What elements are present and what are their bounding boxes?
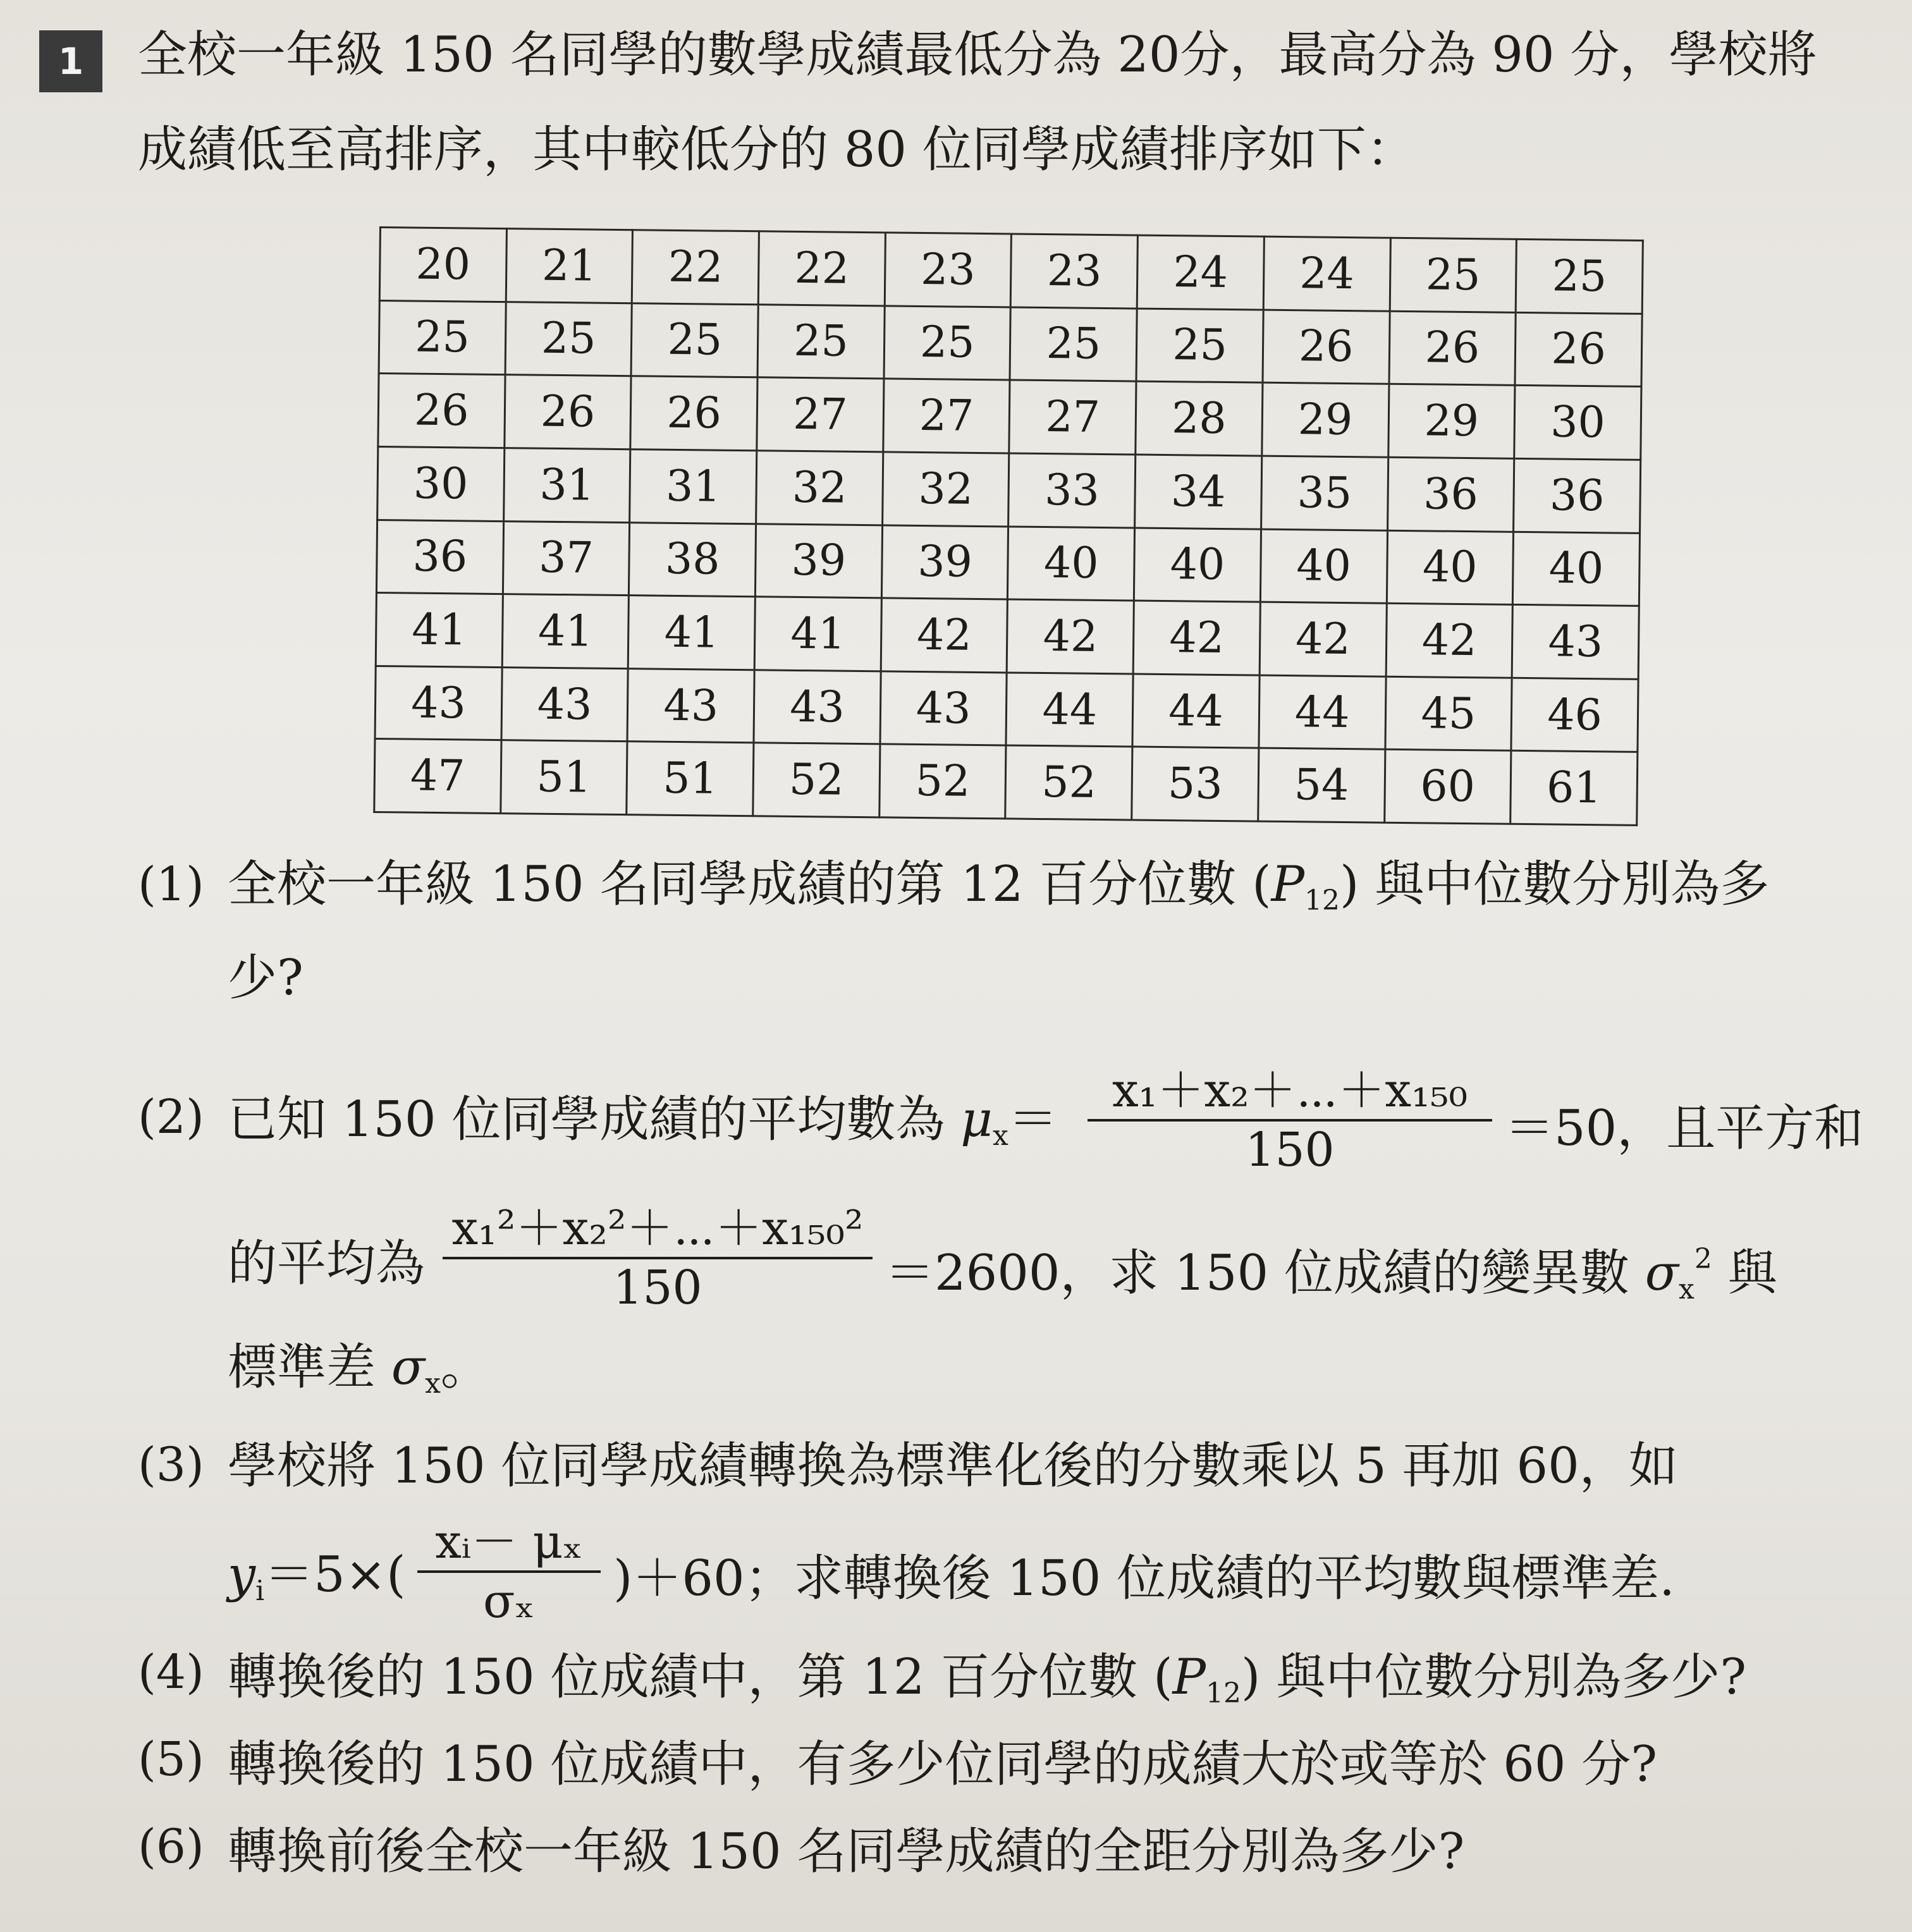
table-cell: 41 [502,594,629,669]
table-cell: 34 [1135,455,1262,529]
q1-text-b: ) 與中位數分別為多 [1340,856,1770,913]
table-cell: 39 [755,523,882,598]
q4-label: (4) [138,1645,204,1699]
table-cell: 26 [630,376,757,451]
table-cell: 40 [1260,529,1387,604]
table-cell: 40 [1513,532,1640,606]
table-cell: 40 [1134,528,1261,602]
q2-line2-c: 與 [1727,1245,1777,1302]
q1-text-a: 全校一年級 150 名同學成績的第 12 百分位數 ( [228,856,1272,913]
q2-mean-bar [1088,1119,1492,1122]
table-cell: 25 [1010,307,1137,382]
table-cell: 32 [756,451,883,525]
table-cell: 35 [1261,456,1388,530]
q1-line1 [228,856,1770,917]
table-cell: 29 [1262,382,1389,457]
table-cell: 22 [758,231,885,306]
table-cell: 26 [1515,312,1642,387]
table-row [377,446,1641,533]
table-cell: 26 [1388,311,1516,386]
q3-label: (3) [138,1438,204,1492]
table-cell: 28 [1136,381,1263,456]
table-cell: 29 [1388,384,1515,458]
q3-z-fraction [417,1515,601,1629]
table-cell: 43 [375,666,502,740]
q2-sq-bar [443,1257,873,1259]
table-cell: 41 [376,593,503,668]
q2-sigma-sq: 2 [1694,1243,1712,1275]
table-cell: 47 [374,739,501,814]
table-cell: 36 [1514,458,1641,533]
table-cell: 25 [505,302,632,376]
q4-text-a: 轉換後的 150 位成績中，第 12 百分位數 ( [228,1649,1173,1706]
table-cell: 43 [754,670,881,745]
table-cell: 52 [879,744,1007,819]
table-cell: 31 [630,449,757,524]
table-cell: 33 [1008,453,1136,528]
table-cell: 25 [631,303,758,377]
q2-mean-fraction [1088,1063,1492,1177]
q4-p-sub: 12 [1206,1677,1242,1709]
table-cell: 26 [378,374,505,448]
table-cell: 61 [1511,751,1638,826]
q2-line2-a: 的平均為 [228,1235,426,1292]
q1-p-letter: P [1271,856,1305,913]
q2-line1-a [228,1091,1058,1152]
intro-line-1: 全校一年級 150 名同學的數學成績最低分為 20分，最高分為 90 分，學校將 [138,27,1817,83]
q2-sigma-sub: x [1679,1273,1694,1305]
q2-sq-denominator: 150 [613,1261,702,1315]
table-cell: 25 [884,305,1011,380]
table-cell: 25 [379,300,506,375]
table-cell: 43 [1512,604,1639,679]
table-cell: 38 [629,522,756,597]
table-cell: 40 [1387,530,1514,605]
table-cell: 22 [632,230,759,305]
score-table [373,226,1644,826]
q2-mu: μ [960,1091,993,1148]
table-cell: 52 [1005,745,1132,820]
problem-number-badge: 1 [39,30,102,92]
q2-label: (2) [138,1090,204,1144]
table-cell: 21 [506,229,633,303]
table-cell: 32 [882,452,1009,527]
table-row [376,593,1639,680]
table-cell: 30 [1514,386,1641,460]
table-row [376,520,1639,606]
table-row [378,374,1641,460]
table-cell: 44 [1132,674,1259,749]
q3-z-denominator: σₓ [483,1574,535,1629]
table-cell: 44 [1259,675,1386,750]
table-cell: 25 [757,304,885,379]
intro-line-2: 成績低至高排序，其中較低分的 80 位同學成績排序如下： [138,121,1416,178]
table-cell: 42 [1007,599,1134,674]
q2-sigma: σ [1645,1245,1679,1302]
table-cell: 31 [503,448,630,522]
table-row [375,666,1638,752]
q2-mean-numerator: x₁＋x₂＋⋯＋x₁₅₀ [1112,1063,1468,1118]
table-cell: 27 [757,377,884,452]
table-cell: 43 [501,667,628,742]
table-cell: 60 [1384,750,1511,824]
table-cell: 36 [1387,457,1514,532]
table-cell: 37 [503,521,630,596]
q2-mu-sub: x [992,1120,1008,1152]
table-cell: 41 [754,597,881,671]
table-cell: 23 [885,233,1012,307]
table-cell: 25 [1136,309,1263,383]
q2-eq: ＝ [1008,1091,1058,1148]
q2-line2-b-wrap [885,1245,1777,1304]
q4-line [228,1649,1747,1709]
table-row [379,300,1642,387]
q5-label: (5) [138,1732,204,1787]
q2-text-a: 已知 150 位同學成績的平均數為 [228,1091,945,1148]
q3-z-numerator: xᵢ－ μₓ [435,1515,583,1569]
table-cell: 54 [1258,748,1385,822]
q6-text: 轉換前後全校一年級 150 名同學成績的全距分別為多少? [228,1823,1465,1880]
table-cell: 41 [628,596,756,670]
q4-text-b: ) 與中位數分別為多少? [1241,1649,1747,1706]
q1-p-sub: 12 [1304,884,1340,917]
table-cell: 43 [880,671,1007,746]
q2-mean-denominator: 150 [1245,1123,1335,1177]
q2-line1-b: ＝50，且平方和 [1505,1100,1864,1157]
q2-sq-fraction [443,1201,873,1315]
q3-line1: 學校將 150 位同學成績轉換為標準化後的分數乘以 5 再加 60，如 [228,1438,1678,1495]
table-cell: 27 [1009,380,1136,455]
table-cell: 26 [505,375,632,449]
q4-p-letter: P [1172,1649,1206,1706]
q2-sigma-2-sub: x [425,1367,441,1400]
q1-line2: 少? [228,950,303,1006]
table-cell: 42 [881,598,1008,673]
q1-label: (1) [138,857,204,912]
table-cell: 24 [1263,236,1390,311]
table-cell: 43 [627,668,754,743]
table-cell: 46 [1511,678,1638,752]
table-cell: 51 [500,740,627,815]
table-cell: 51 [627,742,754,816]
q3-formula-b: )＋60；求轉換後 150 位成績的平均數與標準差. [613,1550,1675,1607]
q3-z-bar [417,1570,601,1573]
table-cell: 45 [1385,676,1512,751]
q3-formula-a: ＝5×( [264,1546,406,1603]
q2-line3 [228,1339,490,1400]
table-cell: 44 [1006,673,1133,747]
table-cell: 24 [1137,235,1264,310]
q2-sq-numerator: x₁²＋x₂²＋⋯＋x₁₅₀² [451,1201,864,1256]
table-cell: 53 [1132,747,1259,821]
table-cell: 39 [881,525,1008,599]
q3-y-sub: i [255,1575,265,1607]
table-cell: 40 [1008,526,1135,601]
q3-formula-a-wrap [228,1546,406,1607]
table-cell: 23 [1011,234,1138,309]
table-cell: 26 [1263,310,1390,384]
q2-line2-b: ＝2600，求 150 位成績的變異數 [885,1245,1629,1302]
q2-line3-a: 標準差 [228,1339,376,1396]
q2-period: 。 [440,1339,490,1396]
table-cell: 27 [883,379,1010,453]
table-row [374,739,1638,826]
table-cell: 20 [379,228,506,302]
q3-y: y [228,1546,256,1603]
table-cell: 36 [376,520,503,594]
table-cell: 42 [1386,603,1513,678]
table-row [379,228,1643,314]
table-cell: 25 [1390,238,1517,312]
table-cell: 30 [377,446,505,521]
q6-label: (6) [138,1819,204,1874]
table-cell: 25 [1516,239,1643,314]
table-cell: 42 [1133,601,1260,675]
q5-text: 轉換後的 150 位成績中，有多少位同學的成績大於或等於 60 分? [228,1736,1658,1793]
table-cell: 52 [753,743,880,817]
table-cell: 42 [1259,602,1387,676]
q2-sigma-2: σ [391,1339,426,1396]
